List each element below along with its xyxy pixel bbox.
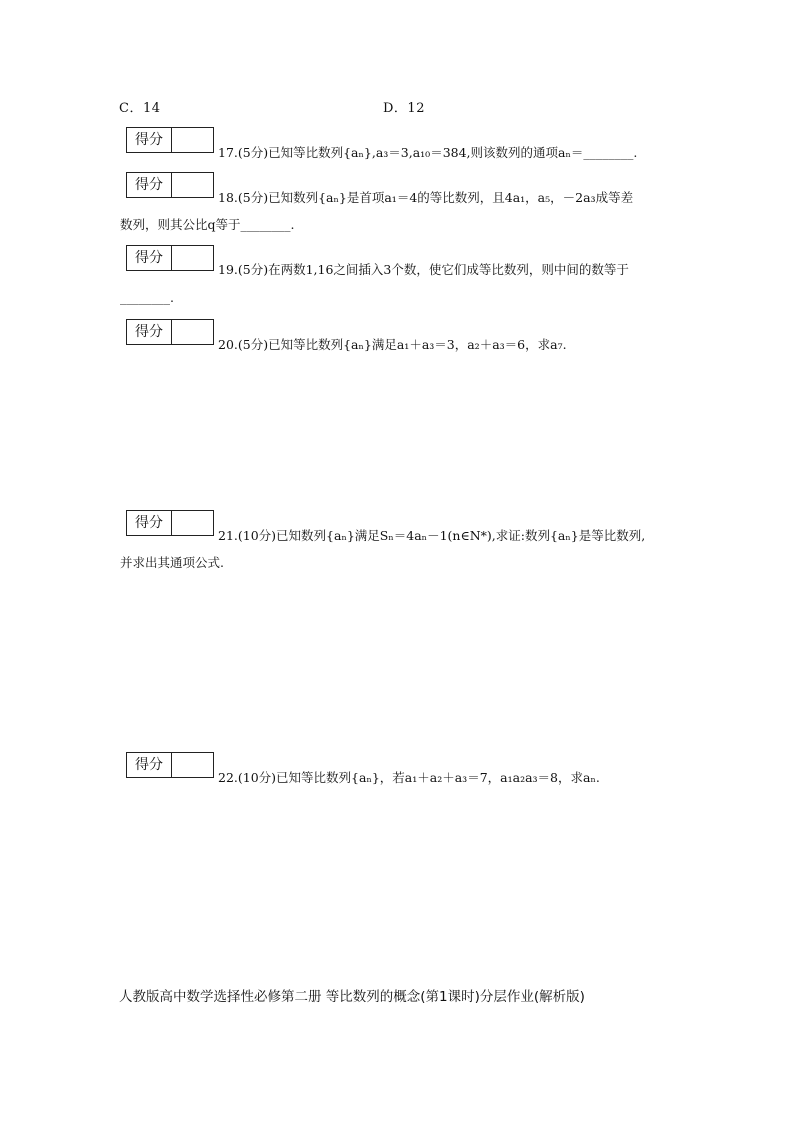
- score-value-field[interactable]: [172, 753, 213, 777]
- question-21-line-2: 并求出其通项公式.: [120, 555, 224, 570]
- score-label: 得分: [127, 320, 172, 344]
- score-label: 得分: [127, 511, 172, 535]
- score-box-20: [126, 319, 214, 345]
- question-18-line-1: 18.(5分)已知数列{aₙ}是首项a₁＝4的等比数列，且4a₁，a₅，－2a₃成等差: [218, 190, 634, 205]
- score-value-field[interactable]: [172, 511, 213, 535]
- score-value-field[interactable]: [172, 173, 213, 197]
- question-21-line-1: 21.(10分)已知数列{aₙ}满足Sₙ＝4aₙ－1(n∈N*),求证:数列{aₙ}是等比数列,: [218, 528, 646, 543]
- score-value-field[interactable]: [172, 320, 213, 344]
- score-box-18: [126, 172, 214, 198]
- score-value-field[interactable]: [172, 246, 213, 270]
- score-box-19: [126, 245, 214, 271]
- document-footer-title: 人教版高中数学选择性必修第二册 等比数列的概念(第1课时)分层作业(解析版): [119, 989, 585, 1005]
- question-17: 17.(5分)已知等比数列{aₙ},a₃＝3,a₁₀＝384,则该数列的通项aₙ＝________.: [218, 145, 638, 160]
- score-label: 得分: [127, 246, 172, 270]
- question-20: 20.(5分)已知等比数列{aₙ}满足a₁＋a₃＝3，a₂＋a₃＝6，求a₇.: [218, 337, 567, 352]
- question-22: 22.(10分)已知等比数列{aₙ}，若a₁＋a₂＋a₃＝7，a₁a₂a₃＝8，求aₙ.: [218, 770, 600, 785]
- score-box-22: [126, 752, 214, 778]
- score-label: 得分: [127, 753, 172, 777]
- score-value-field[interactable]: [172, 128, 213, 152]
- option-d: D．12: [383, 101, 425, 116]
- score-label: 得分: [127, 128, 172, 152]
- question-18-line-2: 数列，则其公比q等于________.: [120, 217, 295, 232]
- score-box-21: [126, 510, 214, 536]
- question-19-line-1: 19.(5分)在两数1,16之间插入3个数，使它们成等比数列，则中间的数等于: [218, 262, 629, 277]
- score-label: 得分: [127, 173, 172, 197]
- option-c: C．14: [119, 101, 161, 116]
- question-19-line-2: ________.: [120, 290, 174, 305]
- score-box-17: [126, 127, 214, 153]
